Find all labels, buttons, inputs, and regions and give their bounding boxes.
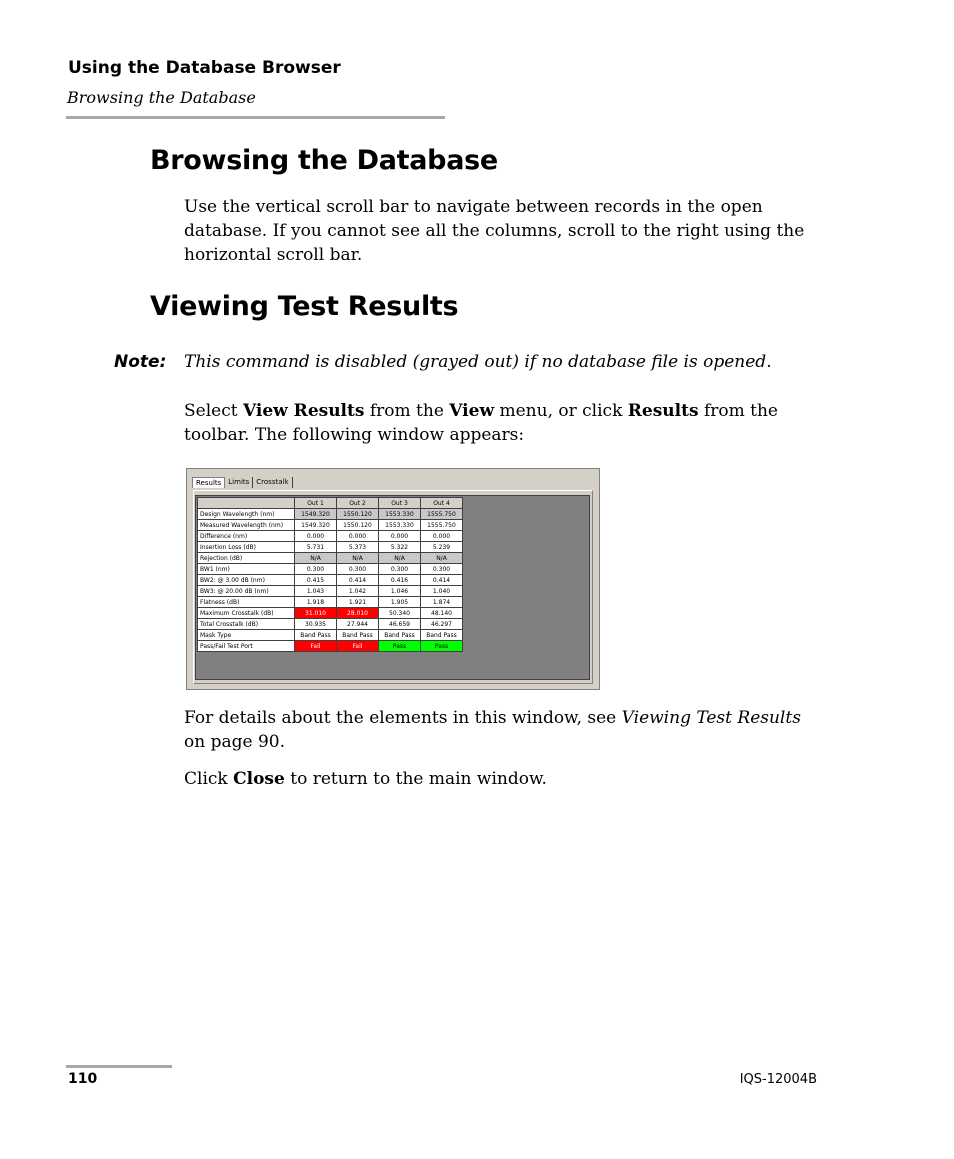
row-label: Total Crosstalk (dB): [198, 619, 295, 630]
table-cell: 30.935: [295, 619, 337, 630]
table-cell: 1.046: [379, 586, 421, 597]
browsing-paragraph: Use the vertical scroll bar to navigate between records in the open database. If you cannot see all the columns, scroll to the right using the horizontal scroll bar.: [184, 197, 805, 265]
table-row: [198, 542, 463, 553]
table-cell: Band Pass: [337, 630, 379, 641]
row-label: Design Wavelength (nm): [198, 509, 295, 520]
table-cell: 5.731: [295, 542, 337, 553]
tab-limits[interactable]: Limits: [225, 477, 253, 488]
table-cell: 0.300: [337, 564, 379, 575]
details-text-2: on page 90.: [184, 732, 285, 752]
table-cell: 0.414: [337, 575, 379, 586]
tab-crosstalk[interactable]: Crosstalk: [253, 477, 292, 488]
row-label: Rejection (dB): [198, 553, 295, 564]
row-label: Insertion Loss (dB): [198, 542, 295, 553]
tab-results[interactable]: Results: [192, 477, 225, 488]
heading-browsing-database: Browsing the Database: [150, 145, 498, 176]
instr-view-menu: View: [449, 401, 495, 421]
table-cell: Band Pass: [295, 630, 337, 641]
details-link[interactable]: Viewing Test Results: [621, 708, 801, 728]
document-id: IQS-12004B: [739, 1072, 817, 1087]
page-number: 110: [68, 1071, 98, 1087]
instr-view-results: View Results: [242, 401, 365, 421]
table-row: [198, 630, 463, 641]
table-cell: 0.000: [421, 531, 463, 542]
table-cell: 0.414: [421, 575, 463, 586]
table-cell: Fail: [337, 641, 379, 652]
table-cell: 1555.750: [421, 520, 463, 531]
table-cell: 0.300: [379, 564, 421, 575]
table-row: [198, 509, 463, 520]
instruction-paragraph: [184, 399, 824, 447]
details-paragraph: [184, 706, 824, 754]
table-corner-cell: [198, 498, 295, 509]
table-cell: 1.874: [421, 597, 463, 608]
table-cell: 0.000: [379, 531, 421, 542]
table-cell: 1.921: [337, 597, 379, 608]
table-cell: N/A: [295, 553, 337, 564]
table-row: [198, 575, 463, 586]
table-cell: 1550.120: [337, 509, 379, 520]
results-window-screenshot: [186, 468, 600, 690]
table-cell: Pass: [379, 641, 421, 652]
row-label: Maximum Crosstalk (dB): [198, 608, 295, 619]
tab-strip: [192, 477, 293, 488]
instr-text-1: Select: [184, 401, 243, 421]
table-cell: 1.043: [295, 586, 337, 597]
heading-viewing-test-results: Viewing Test Results: [150, 291, 459, 322]
row-label: Measured Wavelength (nm): [198, 520, 295, 531]
table-cell: 28.010: [337, 608, 379, 619]
table-cell: 0.415: [295, 575, 337, 586]
table-cell: 0.300: [295, 564, 337, 575]
table-cell: 1.040: [421, 586, 463, 597]
table-cell: 1550.120: [337, 520, 379, 531]
table-cell: 46.297: [421, 619, 463, 630]
row-label: BW3: @ 20.00 dB (nm): [198, 586, 295, 597]
table-row: [198, 641, 463, 652]
row-label: BW2: @ 3.00 dB (nm): [198, 575, 295, 586]
instr-text-4: from the toolbar. The following window appears:: [184, 401, 778, 445]
instr-text-2: from the: [364, 401, 450, 421]
table-cell: Band Pass: [379, 630, 421, 641]
close-text-2: to return to the main window.: [284, 769, 547, 789]
table-row: [198, 619, 463, 630]
table-cell: 1.905: [379, 597, 421, 608]
table-cell: 1553.330: [379, 520, 421, 531]
instr-text-3: menu, or click: [494, 401, 628, 421]
table-cell: 5.322: [379, 542, 421, 553]
table-cell: 1.918: [295, 597, 337, 608]
table-cell: N/A: [421, 553, 463, 564]
table-cell: 0.000: [295, 531, 337, 542]
table-cell: 0.000: [337, 531, 379, 542]
row-label: BW1 (nm): [198, 564, 295, 575]
close-text-1: Click: [184, 769, 234, 789]
table-cell: Pass: [421, 641, 463, 652]
column-header: Out 3: [379, 498, 421, 509]
row-label: Pass/Fail Test Port: [198, 641, 295, 652]
close-paragraph: [184, 767, 824, 791]
table-cell: N/A: [379, 553, 421, 564]
row-label: Flatness (dB): [198, 597, 295, 608]
running-header-title: Using the Database Browser: [68, 58, 341, 78]
row-label: Difference (nm): [198, 531, 295, 542]
table-row: [198, 597, 463, 608]
running-header-subtitle: Browsing the Database: [67, 88, 256, 107]
table-cell: 27.944: [337, 619, 379, 630]
table-cell: 1.042: [337, 586, 379, 597]
close-bold: Close: [233, 769, 285, 789]
table-row: [198, 564, 463, 575]
row-label: Mask Type: [198, 630, 295, 641]
column-header: Out 4: [421, 498, 463, 509]
table-cell: 48.140: [421, 608, 463, 619]
table-cell: 1549.320: [295, 509, 337, 520]
table-header-row: [198, 498, 463, 509]
instr-results: Results: [627, 401, 699, 421]
details-text-1: For details about the elements in this window, see: [184, 708, 622, 728]
header-rule: [66, 116, 445, 119]
table-cell: 0.300: [421, 564, 463, 575]
table-row: [198, 520, 463, 531]
table-row: [198, 553, 463, 564]
table-cell: 46.659: [379, 619, 421, 630]
table-cell: N/A: [337, 553, 379, 564]
table-cell: 1549.320: [295, 520, 337, 531]
table-row: [198, 586, 463, 597]
footer-rule: [66, 1065, 172, 1068]
note-label: Note:: [114, 352, 167, 372]
results-grid-area: [195, 495, 590, 680]
table-cell: 1553.330: [379, 509, 421, 520]
table-cell: 5.239: [421, 542, 463, 553]
note-text: This command is disabled (grayed out) if no database file is opened.: [184, 352, 772, 372]
table-cell: Band Pass: [421, 630, 463, 641]
results-table: [197, 497, 463, 652]
column-header: Out 2: [337, 498, 379, 509]
table-row: [198, 608, 463, 619]
table-cell: 31.010: [295, 608, 337, 619]
table-cell: 50.340: [379, 608, 421, 619]
table-cell: Fail: [295, 641, 337, 652]
table-cell: 0.416: [379, 575, 421, 586]
column-header: Out 1: [295, 498, 337, 509]
table-row: [198, 531, 463, 542]
table-cell: 1555.750: [421, 509, 463, 520]
table-cell: 5.373: [337, 542, 379, 553]
